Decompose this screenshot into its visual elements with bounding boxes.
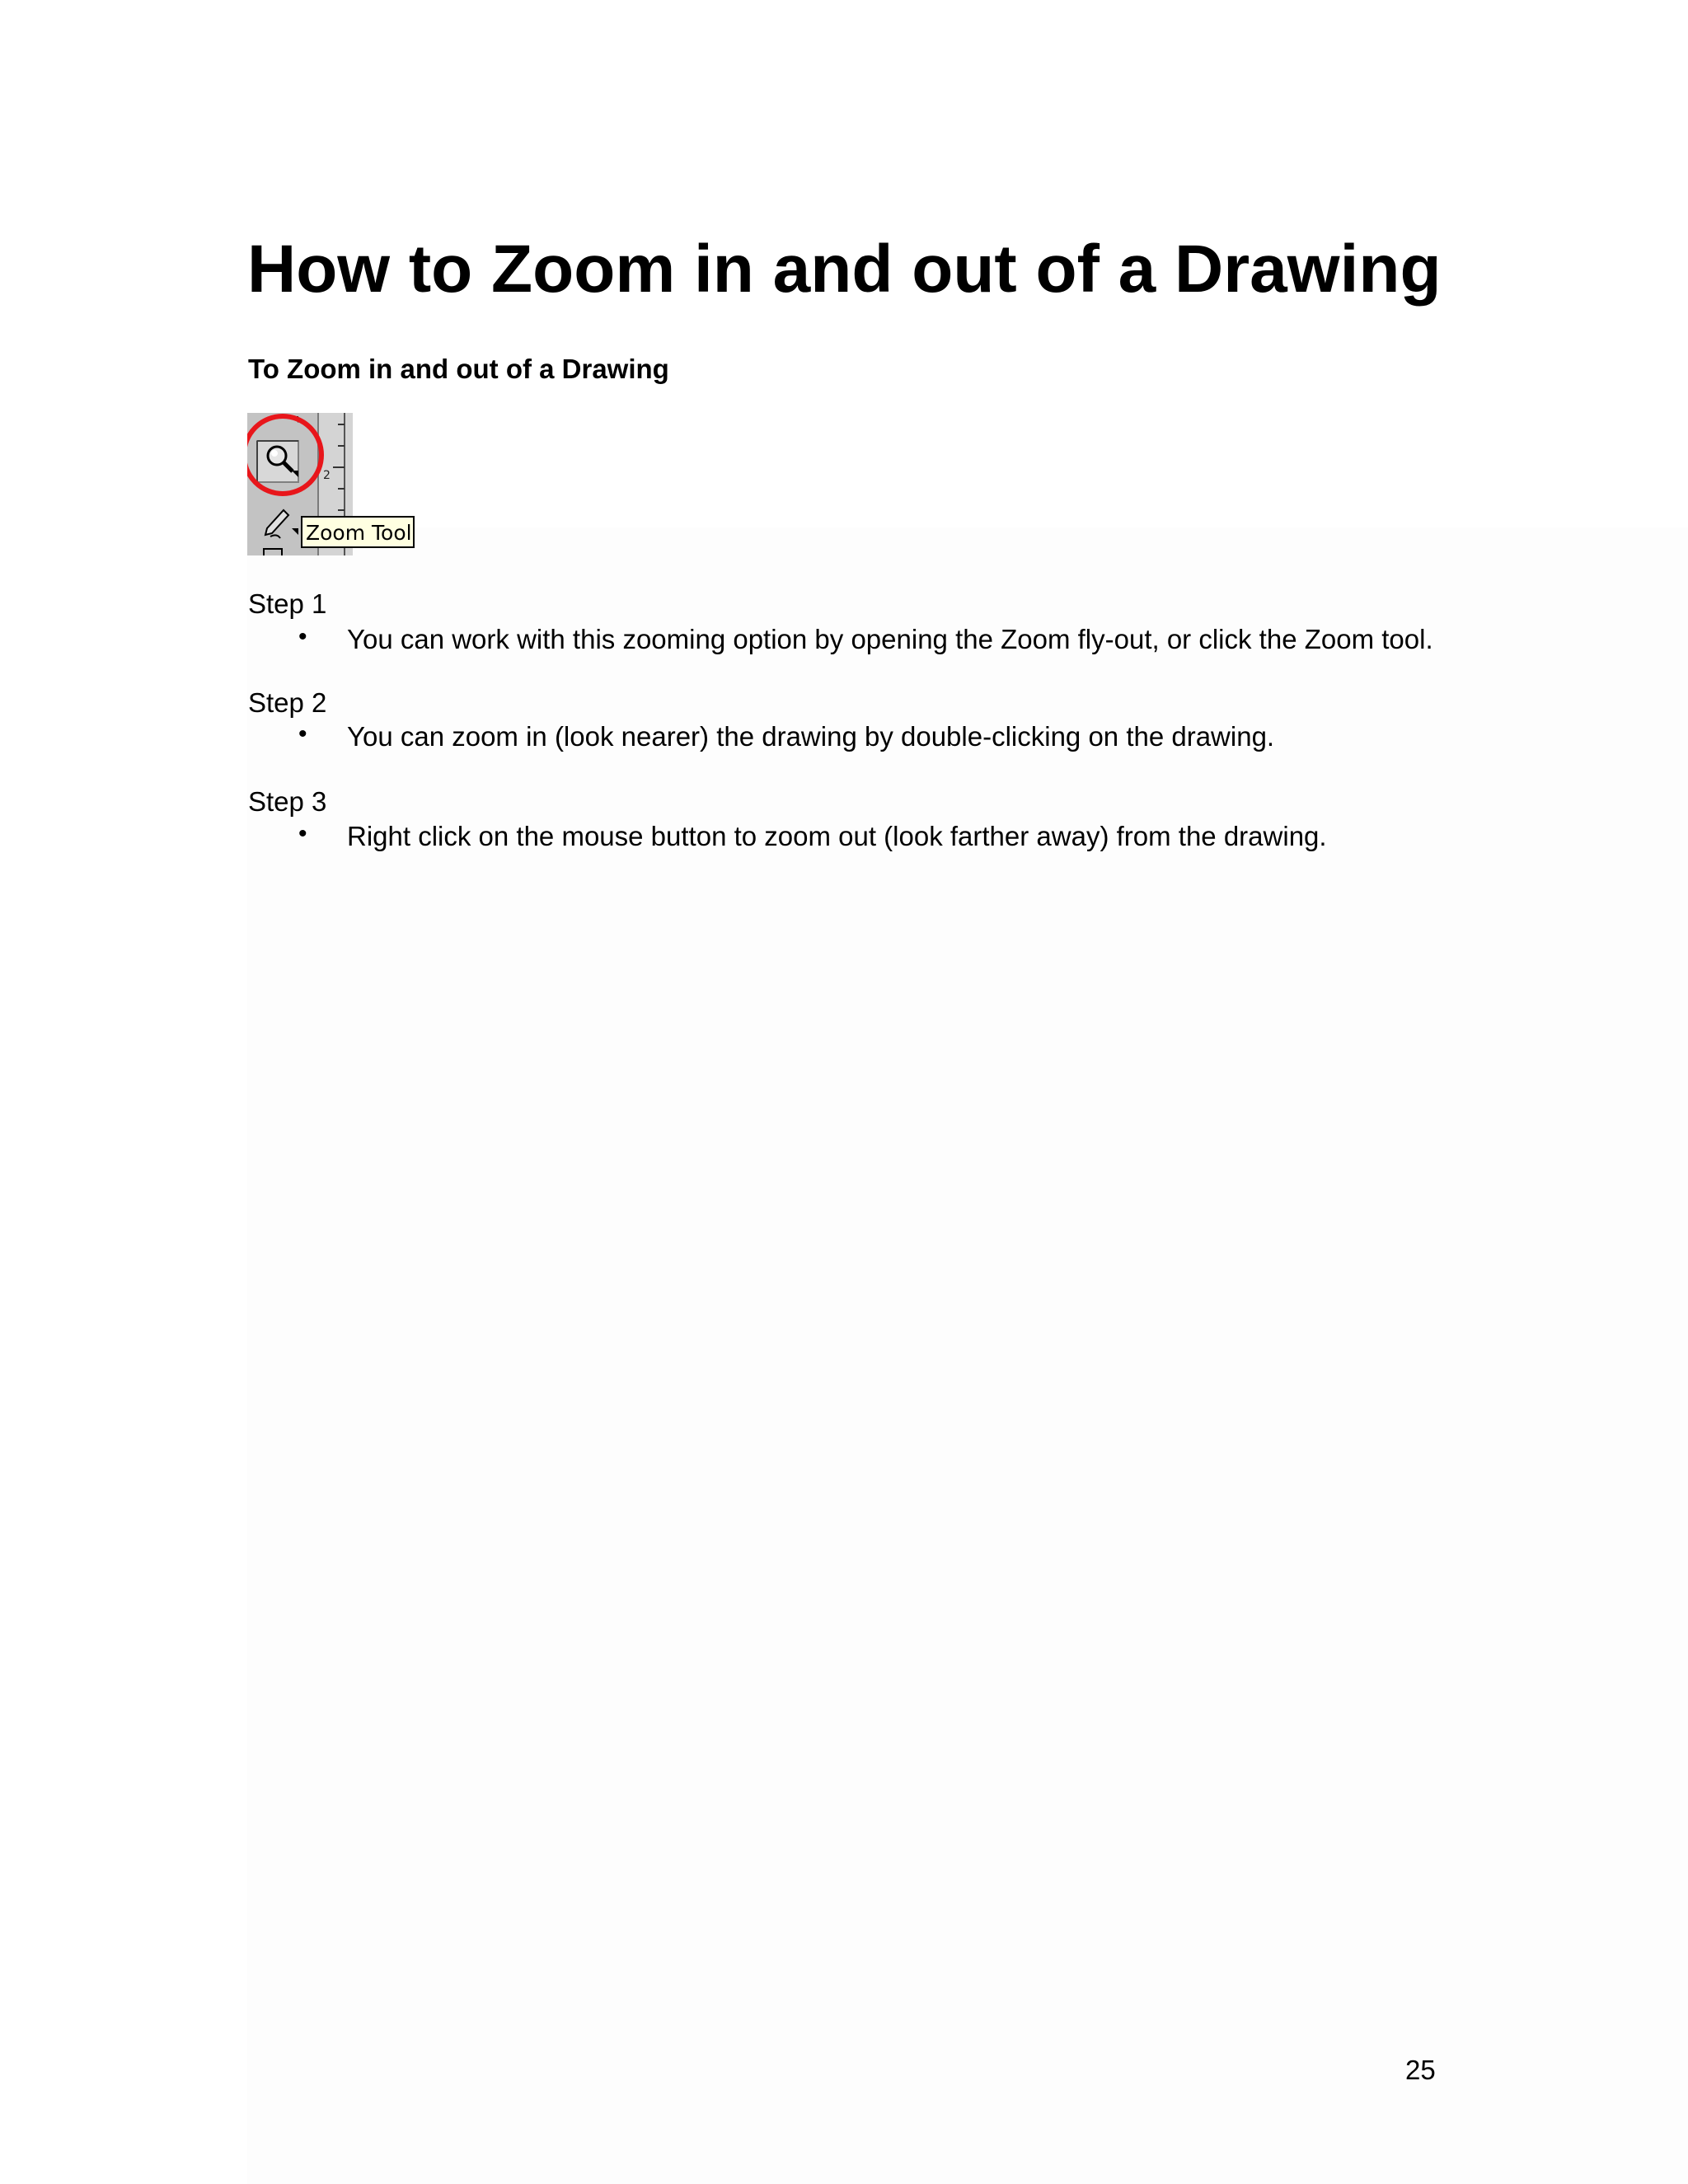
bullet-icon: • bbox=[298, 623, 307, 650]
step-label-3: Step 3 bbox=[248, 786, 327, 817]
bullet-icon: • bbox=[298, 720, 307, 748]
zoom-tool-tooltip bbox=[302, 517, 414, 547]
section-heading: To Zoom in and out of a Drawing bbox=[248, 354, 669, 384]
bullet-icon: • bbox=[298, 820, 307, 847]
page-title: How to Zoom in and out of a Drawing bbox=[247, 232, 1442, 307]
zoom-tool-screenshot bbox=[247, 413, 416, 555]
step-label-1: Step 1 bbox=[248, 588, 327, 619]
page-number: 25 bbox=[1405, 2055, 1436, 2085]
step-label-2: Step 2 bbox=[248, 687, 327, 718]
step-2-text: You can zoom in (look nearer) the drawing by double-clicking on the drawing. bbox=[347, 721, 1275, 752]
step-3-text: Right click on the mouse button to zoom out (look farther away) from the drawing. bbox=[347, 821, 1327, 851]
page-background-shade bbox=[247, 527, 1688, 2184]
tooltip-label: Zoom Tool bbox=[306, 521, 412, 545]
svg-text:2: 2 bbox=[323, 469, 331, 482]
step-1-text: You can work with this zooming option by opening the Zoom fly-out, or click the Zoom tool. bbox=[347, 624, 1433, 654]
